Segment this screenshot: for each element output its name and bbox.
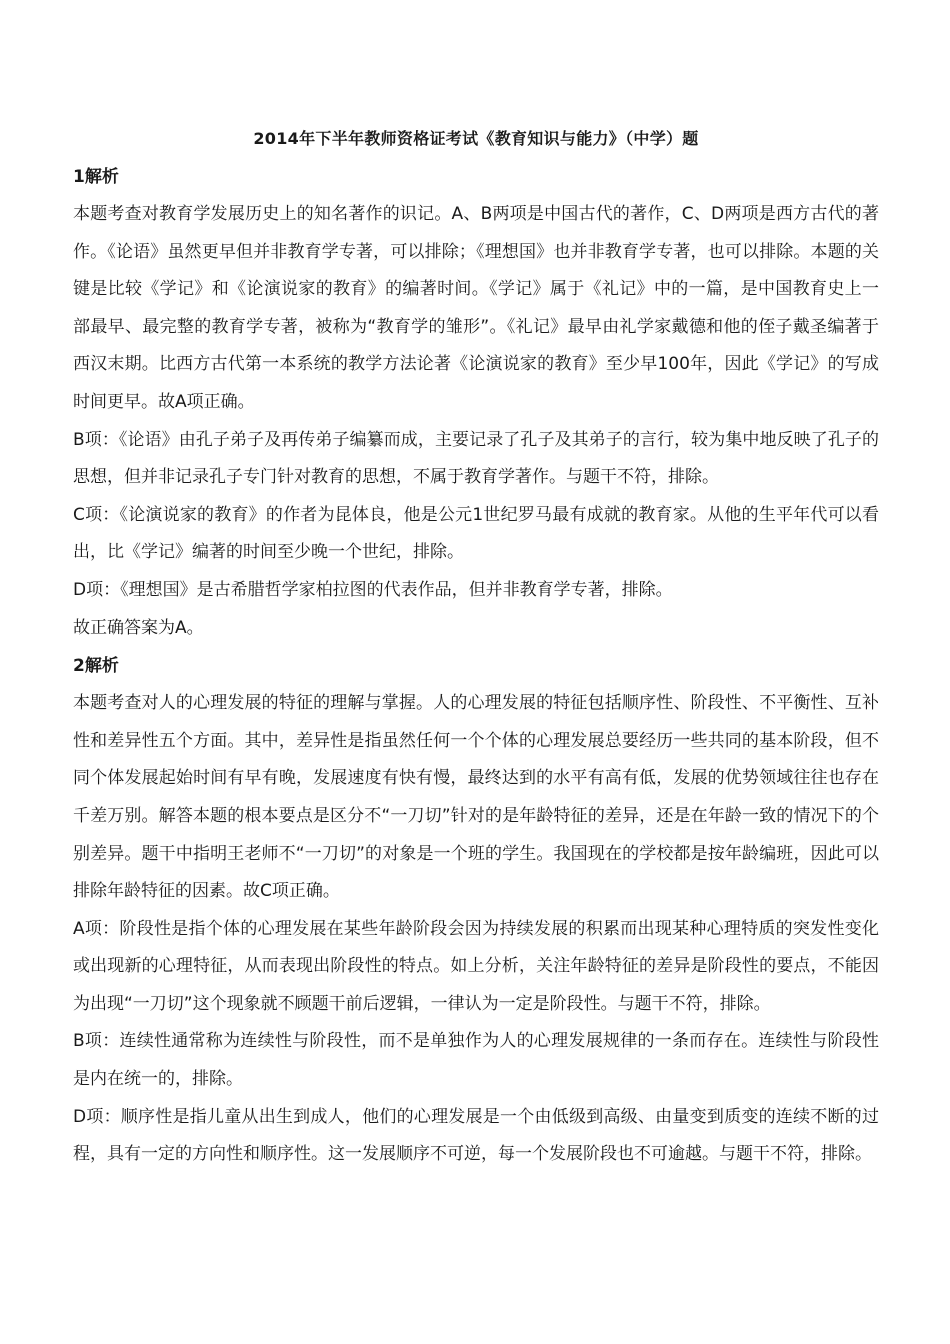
paragraph: C项：《论演说家的教育》的作者为昆体良，他是公元1世纪罗马最有成就的教育家。从他的生平年代可以看出，比《学记》编著的时间至少晚一个世纪，排除。 <box>73 504 879 563</box>
paragraph: B项：《论语》由孔子弟子及再传弟子编纂而成，主要记录了孔子及其弟子的言行，较为集中地反映了孔子的思想，但并非记录孔子专门针对教育的思想，不属于教育学著作。与题干不符，排除。 <box>73 429 879 488</box>
paragraph: D项：《理想国》是古希腊哲学家柏拉图的代表作品，但并非教育学专著，排除。 <box>73 579 673 600</box>
page-title: 2014年下半年教师资格证考试《教育知识与能力》（中学）题 <box>253 129 699 148</box>
document-page <box>73 120 879 1174</box>
paragraph: A项：阶段性是指个体的心理发展在某些年龄阶段会因为持续发展的积累而出现某种心理特质的突发性变化或出现新的心理特征，从而表现出阶段性的特点。如上分析，关注年龄特征的差异是阶段性的要点，不能因为出现“一刀切”这个现象就不顾题干前后逻辑，一律认为一定是阶段性。与题干不符，排除。 <box>73 918 879 1014</box>
paragraph: 本题考查对人的心理发展的特征的理解与掌握。人的心理发展的特征包括顺序性、阶段性、不平衡性、互补性和差异性五个方面。其中，差异性是指虽然任何一个个体的心理发展总要经历一些共同的基本阶段，但不同个体发展起始时间有早有晚，发展速度有快有慢，最终达到的水平有高有低，发展的优势领域往往也存在千差万别。解答本题的根本要点是区分不“一刀切”针对的是年龄特征的差异，还是在年龄一致的情况下的个别差异。题干中指明王老师不“一刀切”的对象是一个班的学生。我国现在的学校都是按年龄编班，因此可以排除年龄特征的因素。故C项正确。 <box>73 693 879 902</box>
section-heading: 1解析 <box>73 167 119 187</box>
answer-section-2 <box>73 647 879 1174</box>
paragraph: 本题考查对教育学发展历史上的知名著作的识记。A、B两项是中国古代的著作，C、D两项是西方古代的著作。《论语》虽然更早但并非教育学专著，可以排除；《理想国》也并非教育学专著，也可以排除。本题的关键是比较《学记》和《论演说家的教育》的编著时间。《学记》属于《礼记》中的一篇，是中国教育史上一部最早、最完整的教育学专著，被称为“教育学的雏形”。《礼记》最早由礼学家戴德和他的侄子戴圣编著于西汉末期。比西方古代第一本系统的教学方法论著《论演说家的教育》至少早100年，因此《学记》的写成时间更早。故A项正确。 <box>73 204 879 412</box>
paragraph: 故正确答案为A。 <box>73 617 204 638</box>
answer-section-1 <box>73 158 879 647</box>
section-heading: 2解析 <box>73 656 119 677</box>
paragraph: B项：连续性通常称为连续性与阶段性，而不是单独作为人的心理发展规律的一条而存在。连续性与阶段性是内在统一的，排除。 <box>73 1031 879 1090</box>
paragraph: D项：顺序性是指儿童从出生到成人，他们的心理发展是一个由低级到高级、由量变到质变的连续不断的过程，具有一定的方向性和顺序性。这一发展顺序不可逆，每一个发展阶段也不可逾越。与题干不符，排除。 <box>73 1106 879 1165</box>
